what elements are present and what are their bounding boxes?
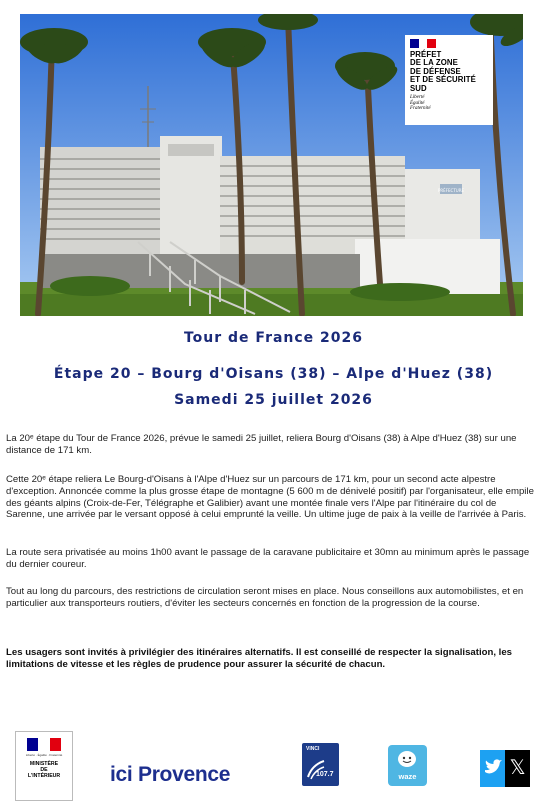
ministere-interieur-logo <box>15 731 73 801</box>
prefet-title: PRÉFET DE LA ZONE DE DÉFENSE ET DE SÉCURITÉ SUD <box>410 50 476 93</box>
event-title: Tour de France 2026 <box>183 330 364 346</box>
x-icon: 𝕏 <box>509 757 526 779</box>
paragraph-advice: Les usagers sont invités à privilégier des itinéraires alternatifs. Il est conseillé de respecter la signalisation, les limitations de vitesse et les règles de prudence pour assurer la sécurité de chacun. <box>6 647 513 670</box>
date-title: Samedi 25 juillet 2026 <box>174 392 373 408</box>
french-flag-icon <box>410 39 436 48</box>
paragraph-route: Cette 20ᵉ étape reliera Le Bourg-d'Oisans à l'Alpe d'Huez sur un parcours de 171 km, pour un second acte alpestre d'exception. Annoncée comme la plus grosse étape de montagne (5 600 m de dénivelé positif) par l'organisateur, elle empile des géants alpins (Croix-de-Fer, Télégraphe et Galibier) avant une montée finale vers l'Alpe par l'itinéraire du col de Sarenne, une arrivée par le versant opposé à celui emprunté la veille. Un ultime juge de paix à la veille de l'arrivée à Paris. <box>6 474 534 521</box>
paragraph-privatisation: La route sera privatisée au moins 1h00 avant le passage de la caravane publicitaire et 30mn au minimum après le passage du dernier coureur. <box>6 547 530 570</box>
twitter-bird-icon <box>480 750 505 787</box>
stage-title: Étape 20 – Bourg d'Oisans (38) – Alpe d'Huez (38) <box>53 366 494 382</box>
vinci-frequency: 107.7 <box>316 771 334 778</box>
radio-wave-icon <box>302 743 339 786</box>
waze-label: waze <box>398 772 417 781</box>
building-sign: PRÉFECTURE <box>437 188 465 193</box>
french-flag-icon <box>27 738 61 751</box>
twitter-logo[interactable] <box>480 750 505 787</box>
ministere-name: MINISTÈRE DE L'INTÉRIEUR <box>27 761 61 779</box>
ici-provence-label: ici Provence <box>110 763 231 786</box>
vinci-autoroutes-radio-logo[interactable] <box>302 743 339 786</box>
paragraph-intro: La 20ᵉ étape du Tour de France 2026, prévue le samedi 25 juillet, reliera Bourg d'Oisans (38) à Alpe d'Huez (38) sur une distance de 171 km. <box>6 433 517 456</box>
ici-provence-logo[interactable] <box>110 763 230 787</box>
vinci-label: VINCI <box>306 746 320 752</box>
republique-motto: Liberté · Égalité · Fraternité <box>25 753 63 757</box>
prefet-motto: Liberté Égalité Fraternité <box>410 95 431 112</box>
prefet-logo <box>405 35 493 125</box>
paragraph-restrictions: Tout au long du parcours, des restrictions de circulation seront mises en place. Nous conseillons aux automobilistes, et en particulier aux transporteurs routiers, d'éviter les secteurs concernés en fonction de la progression de la course. <box>6 586 524 609</box>
waze-logo[interactable] <box>388 745 427 786</box>
x-logo[interactable] <box>505 750 530 787</box>
